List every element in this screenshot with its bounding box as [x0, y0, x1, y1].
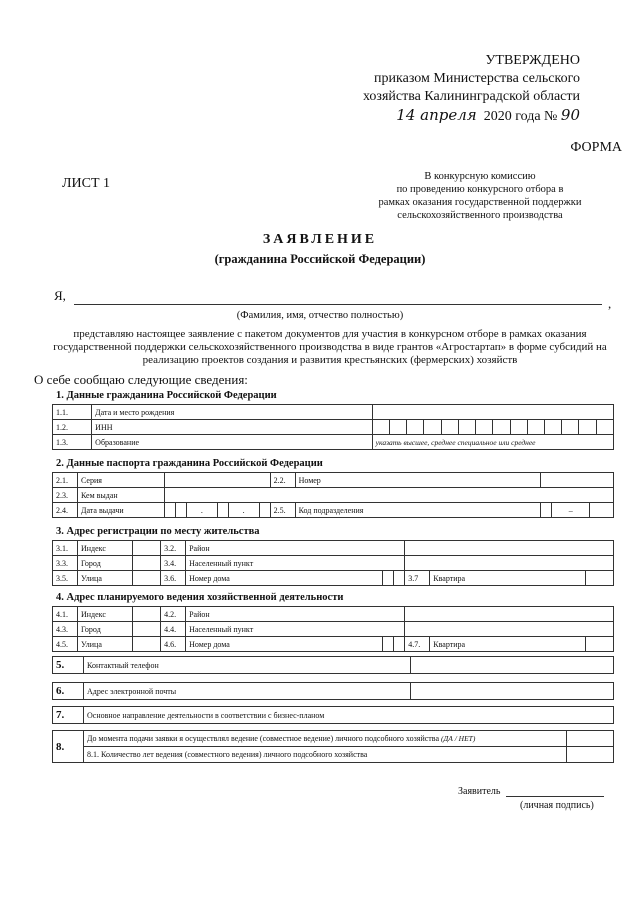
section-6-table	[52, 682, 614, 700]
row-number: 2.2.	[270, 473, 295, 488]
birth-field[interactable]	[372, 405, 613, 420]
section-5-table	[52, 656, 614, 674]
handwritten-number: 90	[560, 106, 580, 124]
row-number: 4.5.	[53, 637, 78, 652]
code-dash: –	[552, 503, 590, 518]
date-cell[interactable]	[217, 503, 228, 518]
approval-line-3: хозяйства Калининградской области	[362, 89, 580, 104]
phone-label: Контактный телефон	[84, 657, 411, 674]
row-number: 3.6.	[161, 571, 186, 586]
house-label: Номер дома	[186, 637, 383, 652]
lph-years-field[interactable]	[567, 747, 614, 763]
street-field[interactable]	[133, 571, 161, 586]
document-subtitle: (гражданина Российской Федерации)	[214, 252, 426, 266]
section-2-table	[52, 472, 614, 518]
series-field[interactable]	[165, 473, 271, 488]
inn-cell[interactable]	[579, 420, 596, 435]
fio-caption: (Фамилия, имя, отчество полностью)	[236, 310, 404, 321]
intro-paragraph: представляю настоящее заявление с пакетом документов для участия в конкурсном отборе в рамках оказания государственной поддержки сельскохозяйственного производства в виде грантов «Агростартап» в форме субсидий на реализацию проектов создания и развития крестьянских (фермерских) хозяйств	[53, 328, 607, 366]
inn-cell[interactable]	[510, 420, 527, 435]
row-number: 3.7	[405, 571, 430, 586]
education-label: Образование	[92, 435, 373, 450]
row-number: 3.4.	[161, 556, 186, 571]
series-label: Серия	[78, 473, 165, 488]
inn-cell[interactable]	[527, 420, 544, 435]
section-4-heading: 4. Адрес планируемого ведения хозяйственной деятельности	[56, 592, 344, 603]
email-label: Адрес электронной почты	[84, 683, 411, 700]
ya-label: Я,	[54, 288, 66, 303]
lph-question-text: До момента подачи заявки я осуществлял ведение (совместное ведение) личного подсобного хозяйства	[87, 734, 439, 743]
section-2-heading: 2. Данные паспорта гражданина Российской Федерации	[56, 458, 323, 469]
city-field[interactable]	[133, 556, 161, 571]
section-number: 8.	[53, 731, 84, 763]
district-label: Район	[186, 607, 405, 622]
house-cell[interactable]	[383, 571, 394, 586]
date-separator: .	[187, 503, 218, 518]
code-cell[interactable]	[541, 503, 552, 518]
inn-label: ИНН	[92, 420, 373, 435]
commission-line: сельскохозяйственного производства	[397, 210, 563, 221]
issue-date-label: Дата выдачи	[78, 503, 165, 518]
inn-cell[interactable]	[424, 420, 441, 435]
house-cell[interactable]	[383, 637, 394, 652]
date-cell[interactable]	[259, 503, 270, 518]
index-label: Индекс	[78, 541, 133, 556]
approval-date-line	[320, 106, 580, 126]
sheet-label: ЛИСТ 1	[62, 176, 110, 191]
row-number: 2.5.	[270, 503, 295, 518]
row-number: 3.3.	[53, 556, 78, 571]
applicant-label: Заявитель	[458, 786, 501, 797]
lph-question	[84, 731, 567, 747]
document-title: ЗАЯВЛЕНИЕ	[262, 232, 378, 247]
apartment-label: Квартира	[430, 637, 586, 652]
row-number: 1.2.	[53, 420, 92, 435]
apartment-field[interactable]	[585, 571, 613, 586]
section-number: 7.	[53, 707, 84, 724]
row-number: 3.1.	[53, 541, 78, 556]
signature-caption: (личная подпись)	[520, 800, 594, 811]
commission-line: рамках оказания государственной поддержки	[378, 197, 582, 208]
lph-years-label: 8.1. Количество лет ведения (совместного ведения) личного подсобного хозяйства	[84, 747, 567, 763]
fio-input-line[interactable]	[74, 304, 602, 305]
approval-year: 2020 года №	[483, 109, 558, 124]
row-number: 1.3.	[53, 435, 92, 450]
signature-line[interactable]	[506, 796, 604, 797]
activity-label: Основное направление деятельности в соответствии с бизнес-планом	[84, 707, 614, 724]
approval-title: УТВЕРЖДЕНО	[485, 53, 580, 68]
phone-field[interactable]	[411, 657, 614, 674]
issued-by-field[interactable]	[165, 488, 614, 503]
date-separator: .	[228, 503, 259, 518]
inn-cell[interactable]	[596, 420, 613, 435]
section-3-heading: 3. Адрес регистрации по месту жительства	[56, 526, 260, 537]
settlement-label: Населенный пункт	[186, 622, 405, 637]
street-label: Улица	[78, 571, 133, 586]
fio-comma: ,	[608, 296, 612, 311]
birth-label: Дата и место рождения	[92, 405, 373, 420]
email-field[interactable]	[411, 683, 614, 700]
commission-line: В конкурсную комиссию	[424, 171, 536, 182]
date-cell[interactable]	[176, 503, 187, 518]
row-number: 2.3.	[53, 488, 78, 503]
section-number: 5.	[53, 657, 84, 674]
index-field[interactable]	[133, 541, 161, 556]
date-cell[interactable]	[165, 503, 176, 518]
inn-cell[interactable]	[458, 420, 475, 435]
handwritten-date: 14 апреля	[396, 106, 477, 124]
passport-number-field[interactable]	[541, 473, 614, 488]
inn-cell[interactable]	[562, 420, 579, 435]
passport-number-label: Номер	[295, 473, 541, 488]
row-number: 2.4.	[53, 503, 78, 518]
approval-block	[320, 52, 580, 126]
district-label: Район	[186, 541, 405, 556]
district-field[interactable]	[405, 607, 614, 622]
settlement-field[interactable]	[405, 622, 614, 637]
commission-address	[360, 170, 600, 222]
row-number: 4.7.	[405, 637, 430, 652]
street-field[interactable]	[133, 637, 161, 652]
section-number: 6.	[53, 683, 84, 700]
approval-line-2: приказом Министерства сельского	[374, 71, 580, 86]
row-number: 4.4.	[161, 622, 186, 637]
inn-cell[interactable]	[407, 420, 424, 435]
section-4-table	[52, 606, 614, 652]
row-number: 3.2.	[161, 541, 186, 556]
commission-line: по проведению конкурсного отбора в	[396, 184, 564, 195]
inn-cell[interactable]	[389, 420, 406, 435]
lph-answer-hint: (ДА / НЕТ)	[441, 734, 476, 743]
house-cell[interactable]	[394, 637, 405, 652]
inn-cell[interactable]	[441, 420, 458, 435]
house-label: Номер дома	[186, 571, 383, 586]
settlement-label: Населенный пункт	[186, 556, 405, 571]
city-label: Город	[78, 556, 133, 571]
form-label: ФОРМА	[570, 140, 622, 155]
code-cell[interactable]	[590, 503, 614, 518]
house-cell[interactable]	[394, 571, 405, 586]
section-3-table	[52, 540, 614, 586]
district-field[interactable]	[405, 541, 614, 556]
row-number: 4.2.	[161, 607, 186, 622]
row-number: 4.3.	[53, 622, 78, 637]
education-field[interactable]: указать высшее, среднее специальное или среднее	[372, 435, 613, 450]
section-1-table	[52, 404, 614, 450]
city-field[interactable]	[133, 622, 161, 637]
row-number: 1.1.	[53, 405, 92, 420]
row-number: 3.5.	[53, 571, 78, 586]
index-field[interactable]	[133, 607, 161, 622]
apartment-field[interactable]	[585, 637, 613, 652]
row-number: 4.1.	[53, 607, 78, 622]
inn-cell[interactable]	[372, 420, 389, 435]
row-number: 2.1.	[53, 473, 78, 488]
inn-cell[interactable]	[493, 420, 510, 435]
section-8-table	[52, 730, 614, 763]
section-7-table	[52, 706, 614, 724]
lph-answer-field[interactable]	[567, 731, 614, 747]
street-label: Улица	[78, 637, 133, 652]
about-heading: О себе сообщаю следующие сведения:	[34, 372, 248, 387]
issued-by-label: Кем выдан	[78, 488, 165, 503]
inn-cell[interactable]	[545, 420, 562, 435]
index-label: Индекс	[78, 607, 133, 622]
settlement-field[interactable]	[405, 556, 614, 571]
city-label: Город	[78, 622, 133, 637]
division-code-label: Код подразделения	[295, 503, 541, 518]
section-1-heading: 1. Данные гражданина Российской Федерации	[56, 390, 277, 401]
inn-cell[interactable]	[476, 420, 493, 435]
row-number: 4.6.	[161, 637, 186, 652]
apartment-label: Квартира	[430, 571, 586, 586]
